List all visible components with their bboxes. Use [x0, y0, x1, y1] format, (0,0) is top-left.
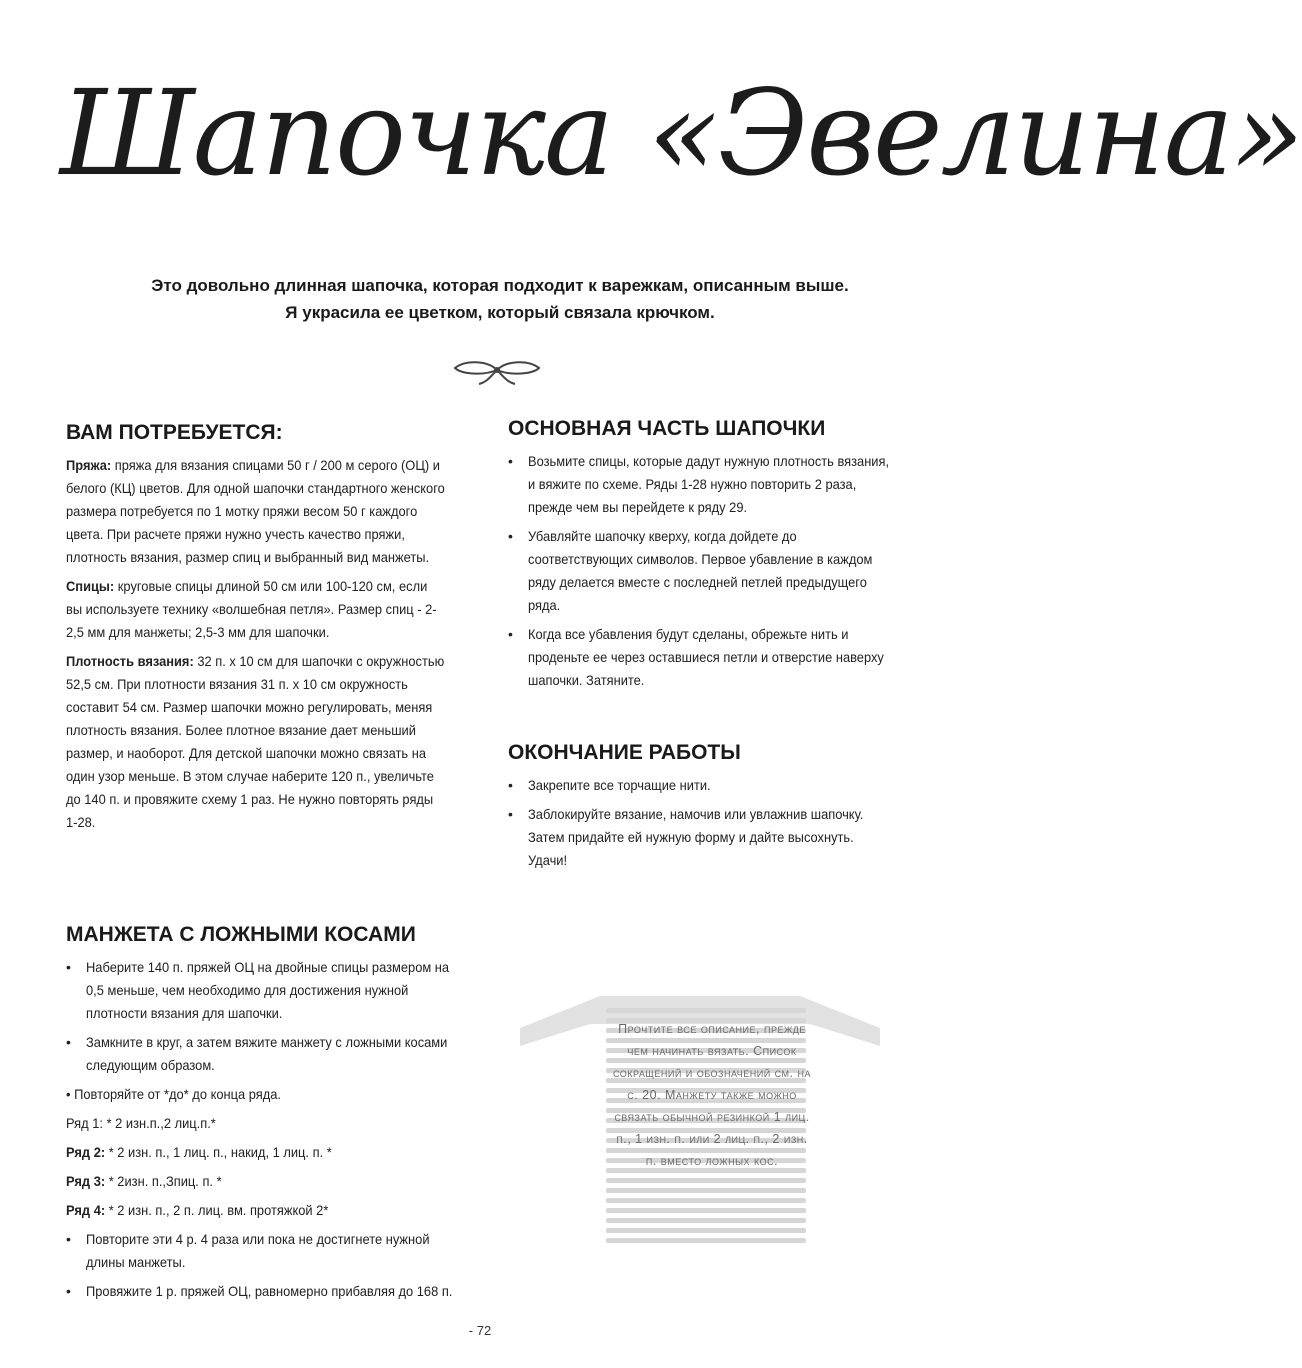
row-3	[66, 1170, 434, 1193]
sweater-stripe	[606, 1228, 806, 1233]
row-text: * 2 изн. п., 2 п. лиц. вм. протяжкой 2*	[105, 1202, 329, 1218]
row-1	[66, 1112, 434, 1135]
list-item: • Заблокируйте вязание, намочив или увлажнив шапочку. Затем придайте ей нужную форму и дайте высохнуть. Удачи!	[508, 803, 908, 872]
list-item: • Провяжите 1 р. пряжей ОЦ, равномерно прибавляя до 168 п.	[66, 1280, 466, 1303]
needles-label: Спицы:	[66, 578, 115, 594]
finishing-heading: ОКОНЧАНИЕ РАБОТЫ	[508, 741, 741, 764]
bow-ornament-icon	[447, 354, 547, 386]
list-item: • Когда все убавления будут сделаны, обрежьте нить и проденьте ее через оставшиеся петли и отверстие наверху шапочки. Затяните.	[508, 623, 908, 692]
main-part-section	[508, 416, 908, 698]
sweater-stripe	[606, 1178, 806, 1183]
row-text: * 2 изн. п., 1 лиц. п., накид, 1 лиц. п. *	[105, 1144, 332, 1160]
note-text: Прочтите все описание, прежде чем начинать вязать. Список сокращений и обозначений см. на с. 20. Манжету также можно связать обычной резинкой 1 лиц. п., 1 изн. п. или 2 лиц. п., 2 изн. п. вместо ложных кос.	[612, 1022, 812, 1168]
yarn-paragraph	[66, 454, 445, 569]
yarn-label: Пряжа:	[66, 457, 112, 473]
row-2	[66, 1141, 434, 1164]
list-item: • Закрепите все торчащие нити.	[508, 774, 908, 797]
sweater-stripe	[606, 1208, 806, 1213]
gauge-label: Плотность вязания:	[66, 653, 194, 669]
sweater-stripe	[606, 1238, 806, 1243]
row-label: Ряд 1:	[66, 1115, 103, 1131]
yarn-text: пряжа для вязания спицами 50 г / 200 м серого (ОЦ) и белого (КЦ) цветов. Для одной шапочки стандартного женского размера потребуется по 1 мотку пряжи весом 50 г каждого цвета. При расчете пряжи нужно учесть качество пряжи, плотность вязания, размер спиц и выбранный вид манжеты.	[66, 457, 445, 565]
gauge-paragraph	[66, 650, 445, 834]
row-label: Ряд 2:	[66, 1144, 106, 1160]
materials-heading: ВАМ ПОТРЕБУЕТСЯ:	[66, 421, 283, 444]
cuff-list-1	[66, 956, 466, 1077]
cuff-heading: МАНЖЕТА С ЛОЖНЫМИ КОСАМИ	[66, 923, 416, 946]
sweater-stripe	[606, 1198, 806, 1203]
list-item: • Повторите эти 4 р. 4 раза или пока не достигнете нужной длины манжеты.	[66, 1228, 466, 1274]
page-title: Шапочка «Эвелина»	[60, 64, 1302, 202]
row-text: * 2 изн.п.,2 лиц.п.*	[102, 1115, 216, 1131]
sweater-stripe	[606, 1188, 806, 1193]
finishing-list	[508, 774, 908, 872]
intro-line-1: Это довольно длинная шапочка, которая подходит к варежкам, описанным выше.	[151, 276, 849, 295]
list-item: • Возьмите спицы, которые дадут нужную плотность вязания, и вяжите по схеме. Ряды 1-28 нужно повторить 2 раза, прежде чем вы перейдете к ряду 29.	[508, 450, 908, 519]
row-4	[66, 1199, 434, 1222]
finishing-section	[508, 740, 908, 878]
needles-text: круговые спицы длиной 50 см или 100-120 см, если вы используете технику «волшебная петля». Размер спиц - 2-2,5 мм для манжеты; 2,5-3 мм для шапочки.	[66, 578, 437, 640]
cuff-list-2	[66, 1228, 466, 1303]
page-number: - 72	[468, 1323, 492, 1338]
needles-paragraph	[66, 575, 445, 644]
row-label: Ряд 3:	[66, 1173, 106, 1189]
sweater-stripe	[606, 1008, 806, 1013]
repeat-note: • Повторяйте от *до* до конца ряда.	[66, 1086, 281, 1102]
main-part-heading: ОСНОВНАЯ ЧАСТЬ ШАПОЧКИ	[508, 417, 826, 440]
row-text: * 2изн. п.,Зпиц. п. *	[105, 1173, 222, 1189]
list-item: • Замкните в круг, а затем вяжите манжету с ложными косами следующим образом.	[66, 1031, 466, 1077]
list-item: • Убавляйте шапочку кверху, когда дойдете до соответствующих символов. Первое убавление в каждом ряду делается вместе с последней петлей предыдущего ряда.	[508, 525, 908, 617]
list-item: • Наберите 140 п. пряжей ОЦ на двойные спицы размером на 0,5 меньше, чем необходимо для достижения нужной плотности вязания для шапочки.	[66, 956, 466, 1025]
gauge-text: 32 п. х 10 см для шапочки с окружностью 52,5 см. При плотности вязания 31 п. х 10 см окружность составит 54 см. Размер шапочки можно регулировать, меняя плотность вязания. Более плотное вязание дает меньший размер, и наоборот. Для детской шапочки можно связать на один узор меньше. В этом случае наберите 120 п., увеличьте до 140 п. и провяжите схему 1 раз. Не нужно повторять ряды 1-28.	[66, 653, 445, 830]
sweater-stripe	[606, 1218, 806, 1223]
main-part-list	[508, 450, 908, 692]
materials-section	[66, 420, 466, 840]
cuff-section	[66, 922, 466, 1309]
intro-line-2: Я украсила ее цветком, который связала крючком.	[285, 303, 715, 322]
intro-text	[100, 272, 900, 326]
row-label: Ряд 4:	[66, 1202, 106, 1218]
